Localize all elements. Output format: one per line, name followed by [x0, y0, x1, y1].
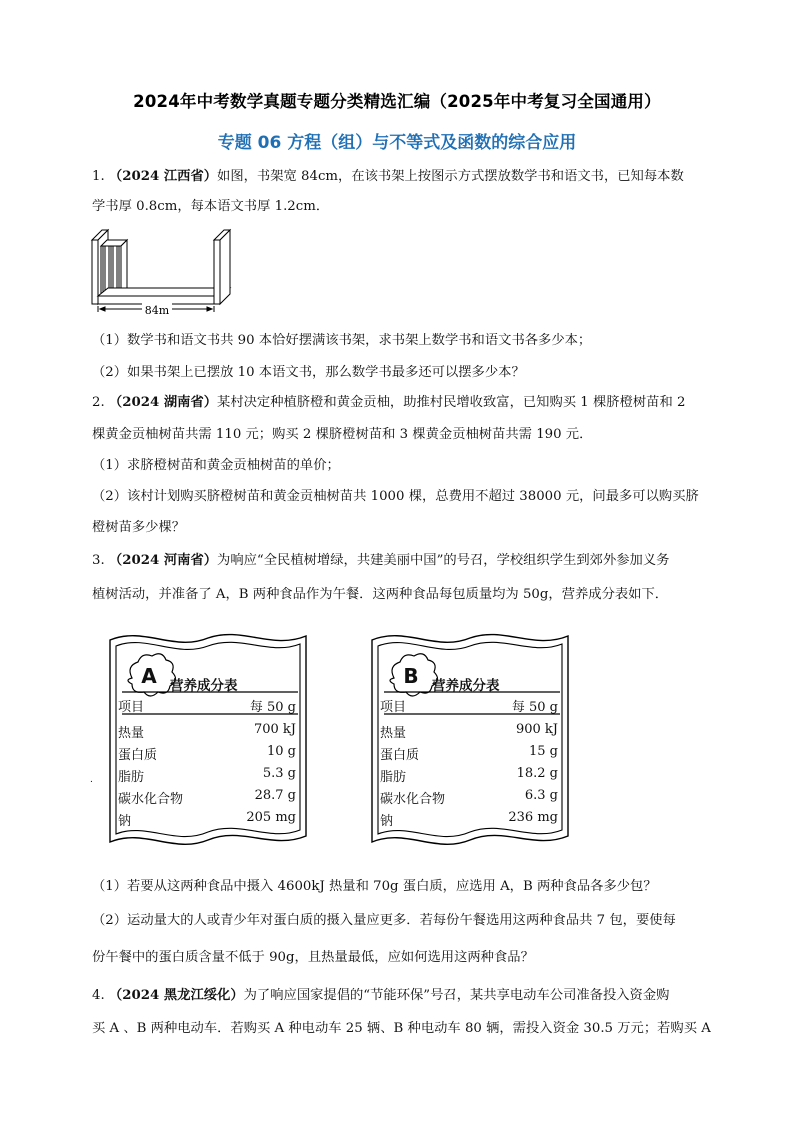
- card-b-row-value: 15 g: [529, 744, 558, 759]
- card-b-row-key: 热量: [380, 726, 407, 741]
- q4-stem-line1: [92, 981, 712, 1011]
- q2-stem-line1: [92, 388, 712, 418]
- card-a-row-value: 5.3 g: [262, 766, 296, 781]
- card-a-row-key: 热量: [118, 726, 145, 741]
- q1-stem-line1: [92, 162, 712, 192]
- card-a-row-value: 700 kJ: [253, 722, 296, 737]
- topic-title: 专题 06 方程（组）与不等式及函数的综合应用: [217, 133, 577, 153]
- q1-stem-a: 如图，书架宽 84cm，在该书架上按图示方式摆放数学书和语文书，已知每本数: [217, 169, 684, 184]
- q2-part2-a: （2）该村计划购买脐橙树苗和黄金贡柚树苗共 1000 棵，总费用不超过 38000 元，问最多可以购买脐: [92, 489, 699, 504]
- card-b-row-value: 236 mg: [508, 810, 558, 825]
- card-a-letter: A: [141, 664, 157, 688]
- card-b-row-value: 900 kJ: [515, 722, 558, 737]
- bookshelf-width-label: 84m: [144, 304, 170, 317]
- q1-part2: （2）如果书架上已摆放 10 本语文书，那么数学书最多还可以摆多少本？: [92, 365, 525, 380]
- q3-number: 3.: [92, 553, 105, 568]
- q1-number: 1.: [92, 169, 105, 184]
- card-b-row-key: 钠: [380, 814, 394, 829]
- card-a-row-key: 钠: [118, 814, 132, 829]
- card-b-row-key: 脂肪: [380, 770, 407, 785]
- card-b-letter: B: [403, 664, 419, 688]
- q4-stem-b: 买 A 、B 两种电动车．若购买 A 种电动车 25 辆、B 种电动车 80 辆，需投入资金 30.5 万元；若购买 A: [92, 1021, 711, 1036]
- nutrition-card-a: [104, 626, 312, 856]
- q3-stem-b: 植树活动，并准备了 A，B 两种食品作为午餐．这两种食品每包质量均为 50g，营养成分表如下．: [92, 587, 669, 602]
- document-title: 2024年中考数学真题专题分类精选汇编（2025年中考复习全国通用）: [133, 92, 661, 111]
- nutrition-cards: [104, 626, 584, 856]
- q2-part1: （1）求脐橙树苗和黄金贡柚树苗的单价；: [92, 458, 340, 473]
- q2-number: 2.: [92, 395, 105, 410]
- card-a-row-key: 脂肪: [118, 770, 145, 785]
- q2-part2-b: 橙树苗多少棵？: [92, 520, 186, 535]
- card-b-row-key: 蛋白质: [380, 748, 420, 763]
- q3-part2-b: 份午餐中的蛋白质含量不低于 90g，且热量最低，应如何选用这两种食品？: [92, 950, 534, 965]
- card-a-title: 营养成分表: [170, 678, 238, 694]
- q4-source: （2024 黑龙江绥化）: [108, 988, 244, 1003]
- q3-source: （2024 河南省）: [108, 553, 218, 568]
- card-a-col-item: 项目: [118, 700, 145, 715]
- q4-stem-a: 为了响应国家提倡的“节能环保”号召，某共享电动车公司准备投入资金购: [243, 988, 670, 1003]
- card-b-title: 营养成分表: [432, 678, 500, 694]
- card-b-row-value: 6.3 g: [524, 788, 558, 803]
- stray-dot: .: [90, 775, 93, 785]
- card-a-row-key: 碳水化合物: [118, 792, 184, 807]
- nutrition-card-b: [366, 626, 574, 856]
- q4-number: 4.: [92, 988, 105, 1003]
- q2-stem-b: 棵黄金贡柚树苗共需 110 元；购买 2 棵脐橙树苗和 3 棵黄金贡柚树苗共需 190 元．: [92, 427, 593, 442]
- card-b-col-item: 项目: [380, 700, 407, 715]
- card-a-row-value: 10 g: [267, 744, 296, 759]
- q3-stem-a: 为响应“全民植树增绿，共建美丽中国”的号召，学校组织学生到郊外参加义务: [217, 553, 670, 568]
- card-a-row-value: 205 mg: [246, 810, 296, 825]
- card-a-row-key: 蛋白质: [118, 748, 158, 763]
- bookshelf-figure: [90, 226, 242, 318]
- q2-source: （2024 湖南省）: [108, 395, 218, 410]
- q1-stem-b: 学书厚 0.8cm，每本语文书厚 1.2cm．: [92, 199, 330, 214]
- q1-source: （2024 江西省）: [108, 169, 218, 184]
- card-a-row-value: 28.7 g: [254, 788, 296, 803]
- card-a-col-per: 每 50 g: [249, 700, 296, 715]
- q2-stem-a: 某村决定种植脐橙和黄金贡柚，助推村民增收致富，已知购买 1 棵脐橙树苗和 2: [217, 395, 686, 410]
- q1-part1: （1）数学书和语文书共 90 本恰好摆满该书架，求书架上数学书和语文书各多少本；: [92, 333, 592, 348]
- q3-part2-a: （2）运动量大的人或青少年对蛋白质的摄入量应更多．若每份午餐选用这两种食品共 7 包，要使每: [92, 913, 676, 928]
- card-b-row-value: 18.2 g: [516, 766, 558, 781]
- card-b-col-per: 每 50 g: [511, 700, 558, 715]
- q3-stem-line1: [92, 546, 712, 576]
- q3-part1: （1）若要从这两种食品中摄入 4600kJ 热量和 70g 蛋白质，应选用 A，B 两种食品各多少包？: [92, 879, 657, 894]
- card-b-row-key: 碳水化合物: [380, 792, 446, 807]
